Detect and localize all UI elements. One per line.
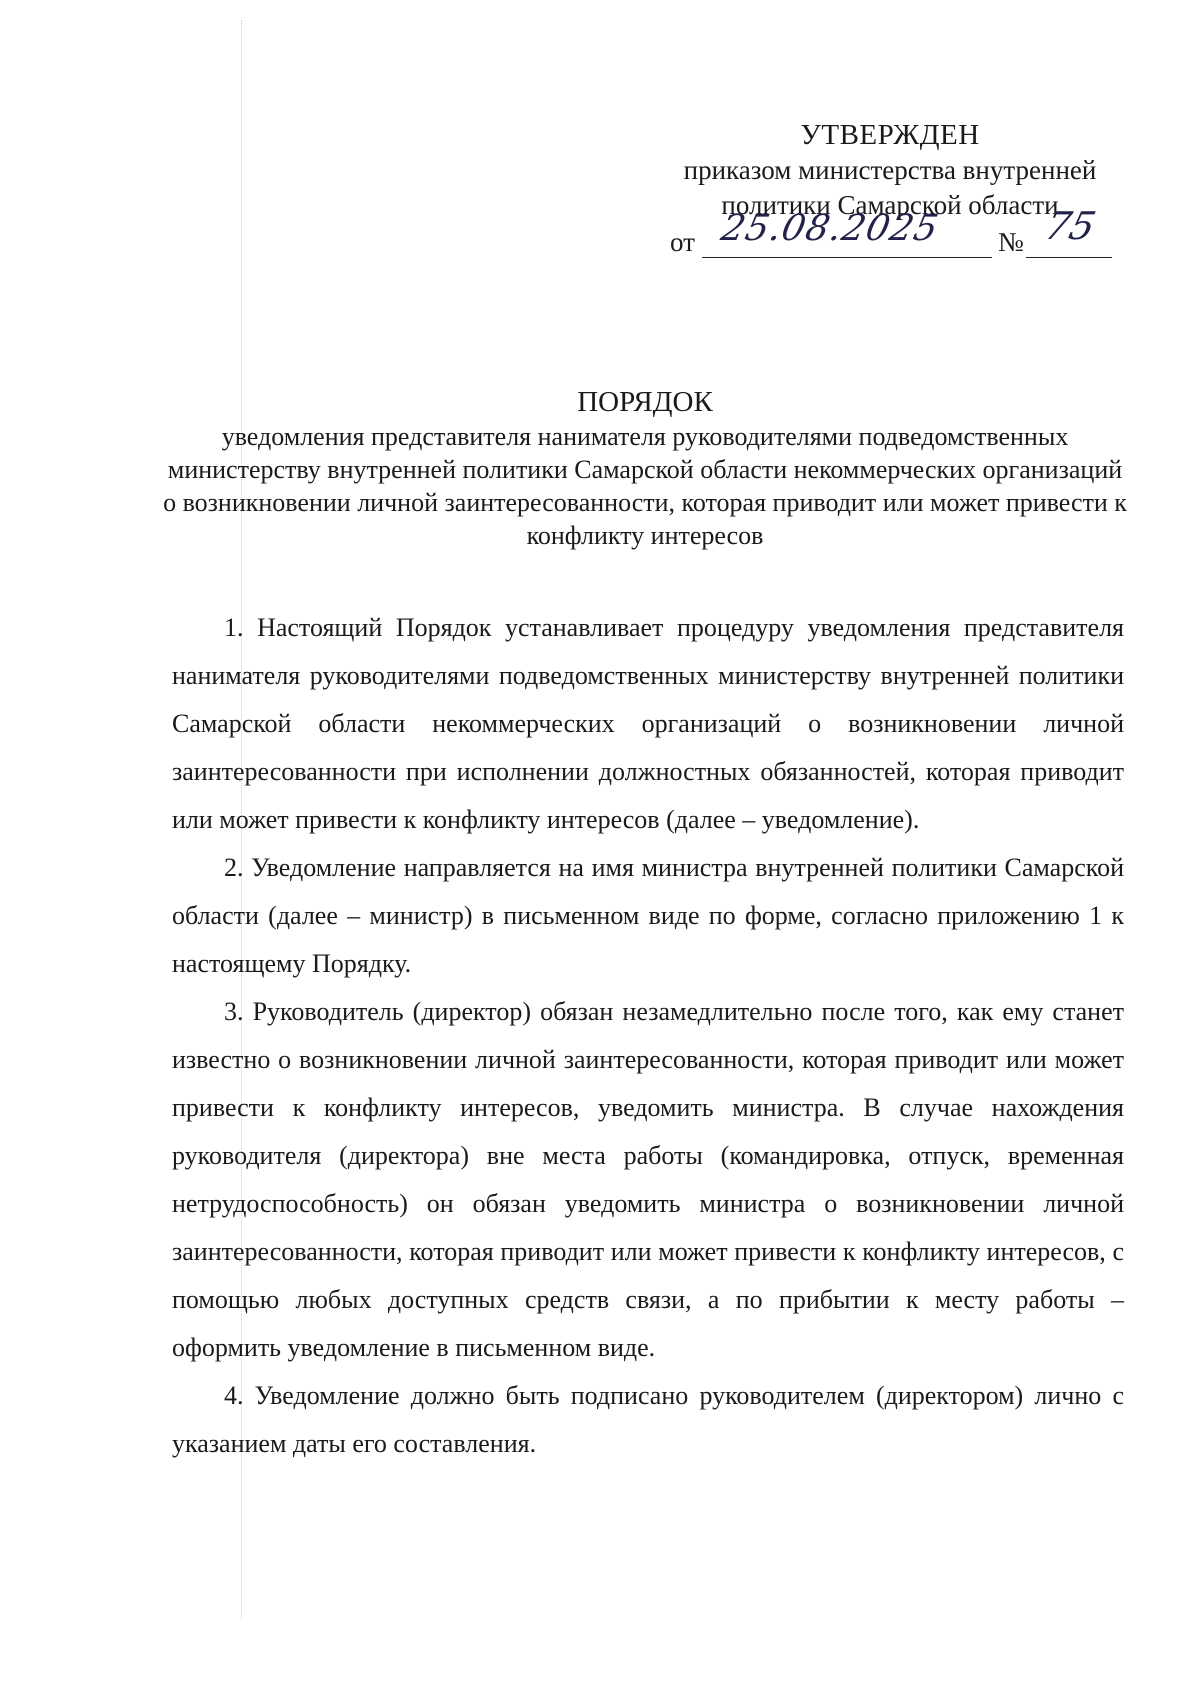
paragraph-4: 4. Уведомление должно быть подписано руководителем (директором) лично с указанием даты его составления. — [172, 1381, 1124, 1458]
document-subtitle: уведомления представителя нанимателя руководителями подведомственных министерству внутренней политики Самарской области некоммерческих организаций о возникновении личной заинтересованности, которая приводит или может привести к конфликту интересов — [163, 422, 1127, 550]
number-underline — [1026, 257, 1112, 258]
document-body — [172, 604, 1124, 1468]
paragraph-3: 3. Руководитель (директор) обязан незамедлительно после того, как ему станет известно о возникновении личной заинтересованности, которая приводит или может привести к конфликту интересов, уведомить министра. В случае нахождения руководителя (директора) вне места работы (командировка, отпуск, временная нетрудоспособность) он обязан уведомить министра о возникновении личной заинтересованности, которая приводит или может привести к конфликту интересов, с помощью любых доступных средств связи, а по прибытии к месту работы – оформить уведомление в письменном виде. — [172, 997, 1124, 1362]
approval-line-2: политики Самарской области — [721, 190, 1059, 220]
paragraph-2: 2. Уведомление направляется на имя министра внутренней политики Самарской области (далее – министр) в письменном виде по форме, согласно приложению 1 к настоящему Порядку. — [172, 853, 1124, 978]
handwritten-date: 25.08.2025 — [717, 208, 943, 249]
document-title: ПОРЯДОК — [577, 386, 713, 418]
handwritten-number: 75 — [1040, 204, 1100, 248]
approval-line-1: приказом министерства внутренней — [683, 155, 1097, 185]
approval-heading: УТВЕРЖДЕН — [800, 119, 980, 151]
paragraph-1: 1. Настоящий Порядок устанавливает процедуру уведомления представителя нанимателя руководителями подведомственных министерству внутренней политики Самарской области некоммерческих организаций о возникновении личной заинтересованности при исполнении должностных обязанностей, которая приводит или может привести к конфликту интересов (далее – уведомление). — [172, 613, 1124, 834]
number-label: № — [998, 227, 1024, 257]
approval-stamp-block — [660, 118, 1120, 263]
date-underline — [702, 257, 992, 258]
date-prefix: от — [670, 227, 695, 257]
